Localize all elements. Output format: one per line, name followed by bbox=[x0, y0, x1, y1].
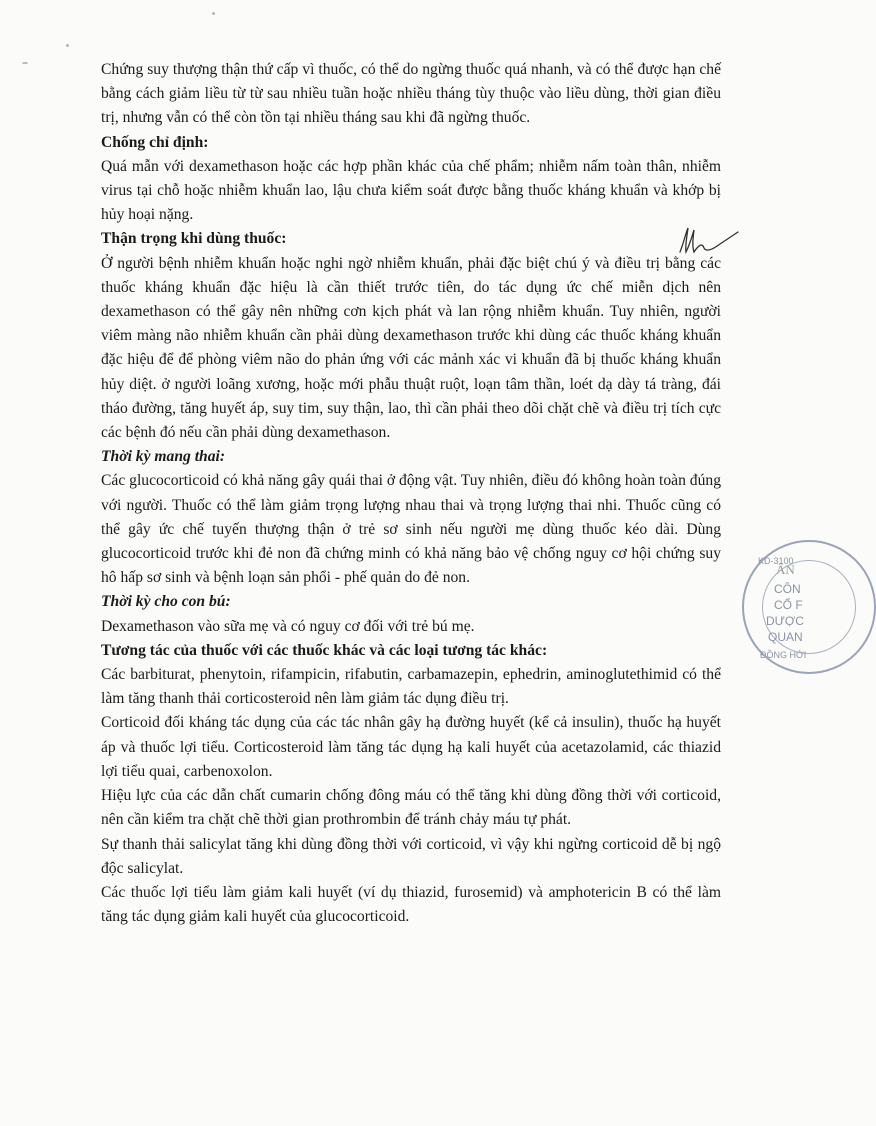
stamp-line: KD-3100 bbox=[758, 556, 794, 566]
paragraph-interactions-3: Hiệu lực của các dẫn chất cumarin chống đông máu có thể tăng khi dùng đồng thời với corticoid, nên cần kiểm tra chặt chẽ thời gian prothrombin để tránh chảy máu tự phát. bbox=[101, 787, 721, 829]
paragraph-interactions-5: Các thuốc lợi tiểu làm giảm kali huyết (ví dụ thiazid, furosemid) và amphotericin B có thể làm tăng tác dụng giảm kali huyết của glucocorticoid. bbox=[101, 883, 721, 926]
stamp-line: QUAN bbox=[768, 630, 803, 644]
heading-interactions: Tương tác của thuốc với các thuốc khác và các loại tương tác khác: bbox=[101, 641, 548, 659]
paragraph-precautions: Ở người bệnh nhiễm khuẩn hoặc nghi ngờ nhiễm khuẩn, phải đặc biệt chú ý và điều trị bằng các thuốc kháng khuẩn đặc hiệu là cần thiết trước tiên, do tác dụng ức chế miễn dịch nên dexamethason có thể gây nên những cơn kịch phát và lan rộng nhiễm khuẩn. Tuy nhiên, người viêm màng não nhiễm khuẩn cần phải dùng dexamethason trước khi dùng các thuốc kháng khuẩn đặc hiệu để để phòng viêm não do phản ứng với các mảnh xác vi khuẩn đã bị thuốc kháng khuẩn hủy diệt. ở người loãng xương, hoặc mới phẫu thuật ruột, loạn tâm thần, loét dạ dày tá tràng, đái tháo đường, tăng huyết áp, suy tim, suy thận, lao, thì cần phải theo dõi chặt chẽ và điều trị tích cực các bệnh đó nếu cần phải dùng dexamethason. bbox=[101, 254, 721, 442]
official-stamp bbox=[742, 540, 876, 674]
scan-speck bbox=[22, 62, 28, 64]
signature-mark bbox=[676, 222, 746, 262]
paragraph-interactions-4: Sự thanh thải salicylat tăng khi dùng đồng thời với corticoid, vì vậy khi ngừng corticoid dễ bị ngộ độc salicylat. bbox=[101, 835, 721, 877]
stamp-line: ĐỒNG HỚI bbox=[760, 650, 807, 660]
stamp-line: CỔ F bbox=[774, 598, 803, 612]
paragraph-interactions-1: Các barbiturat, phenytoin, rifampicin, rifabutin, carbamazepin, ephedrin, aminoglutethimid có thể làm tăng thanh thải corticosteroid nên làm giảm tác dụng điều trị. bbox=[101, 666, 721, 708]
document-body bbox=[101, 58, 721, 929]
paragraph-adrenal-insufficiency: Chứng suy thượng thận thứ cấp vì thuốc, có thể do ngừng thuốc quá nhanh, và có thể được hạn chế bằng cách giảm liều từ từ sau nhiều tuần hoặc nhiều tháng tùy thuộc vào liều dùng, thời gian điều trị, nhưng vẫn có thể còn tồn tại nhiều tháng sau khi đã ngừng thuốc. bbox=[101, 61, 721, 127]
paragraph-breastfeeding: Dexamethason vào sữa mẹ và có nguy cơ đối với trẻ bú mẹ. bbox=[101, 617, 475, 635]
heading-contraindications: Chống chỉ định: bbox=[101, 133, 209, 151]
heading-breastfeeding: Thời kỳ cho con bú: bbox=[101, 593, 231, 611]
paragraph-contraindications: Quá mẫn với dexamethason hoặc các hợp phần khác của chế phẩm; nhiễm nấm toàn thân, nhiễm virus tại chỗ hoặc nhiễm khuẩn lao, lậu chưa kiểm soát được bằng thuốc kháng khuẩn và khớp bị hủy hoại nặng. bbox=[101, 157, 721, 224]
paragraph-interactions-2: Corticoid đối kháng tác dụng của các tác nhân gây hạ đường huyết (kể cả insulin), thuốc hạ huyết áp và thuốc lợi tiểu. Corticosteroid làm tăng tác dụng hạ kali huyết của acetazolamid, các thiazid lợi tiểu quai, carbenoxolon. bbox=[101, 714, 721, 780]
scan-speck bbox=[212, 12, 215, 15]
stamp-line: CÔN bbox=[774, 582, 801, 596]
margin-text: ÂN bbox=[776, 562, 795, 577]
scan-speck bbox=[66, 44, 69, 47]
stamp-line: DƯỢC bbox=[766, 614, 804, 628]
heading-precautions: Thận trọng khi dùng thuốc: bbox=[101, 230, 287, 248]
heading-pregnancy: Thời kỳ mang thai: bbox=[101, 448, 226, 466]
paragraph-pregnancy: Các glucocorticoid có khả năng gây quái thai ở động vật. Tuy nhiên, điều đó không hoàn toàn đúng với người. Thuốc có thể làm giảm trọng lượng nhau thai và trọng lượng thai nhi. Thuốc cũng có thể gây ức chế tuyến thượng thận ở trẻ sơ sinh nếu người mẹ dùng thuốc kéo dài. Dùng glucocorticoid trước khi đẻ non đã chứng minh có khả năng bảo vệ chống nguy cơ hội chứng suy hô hấp sơ sinh và bệnh loạn sản phổi - phế quản do đẻ non. bbox=[101, 472, 721, 587]
